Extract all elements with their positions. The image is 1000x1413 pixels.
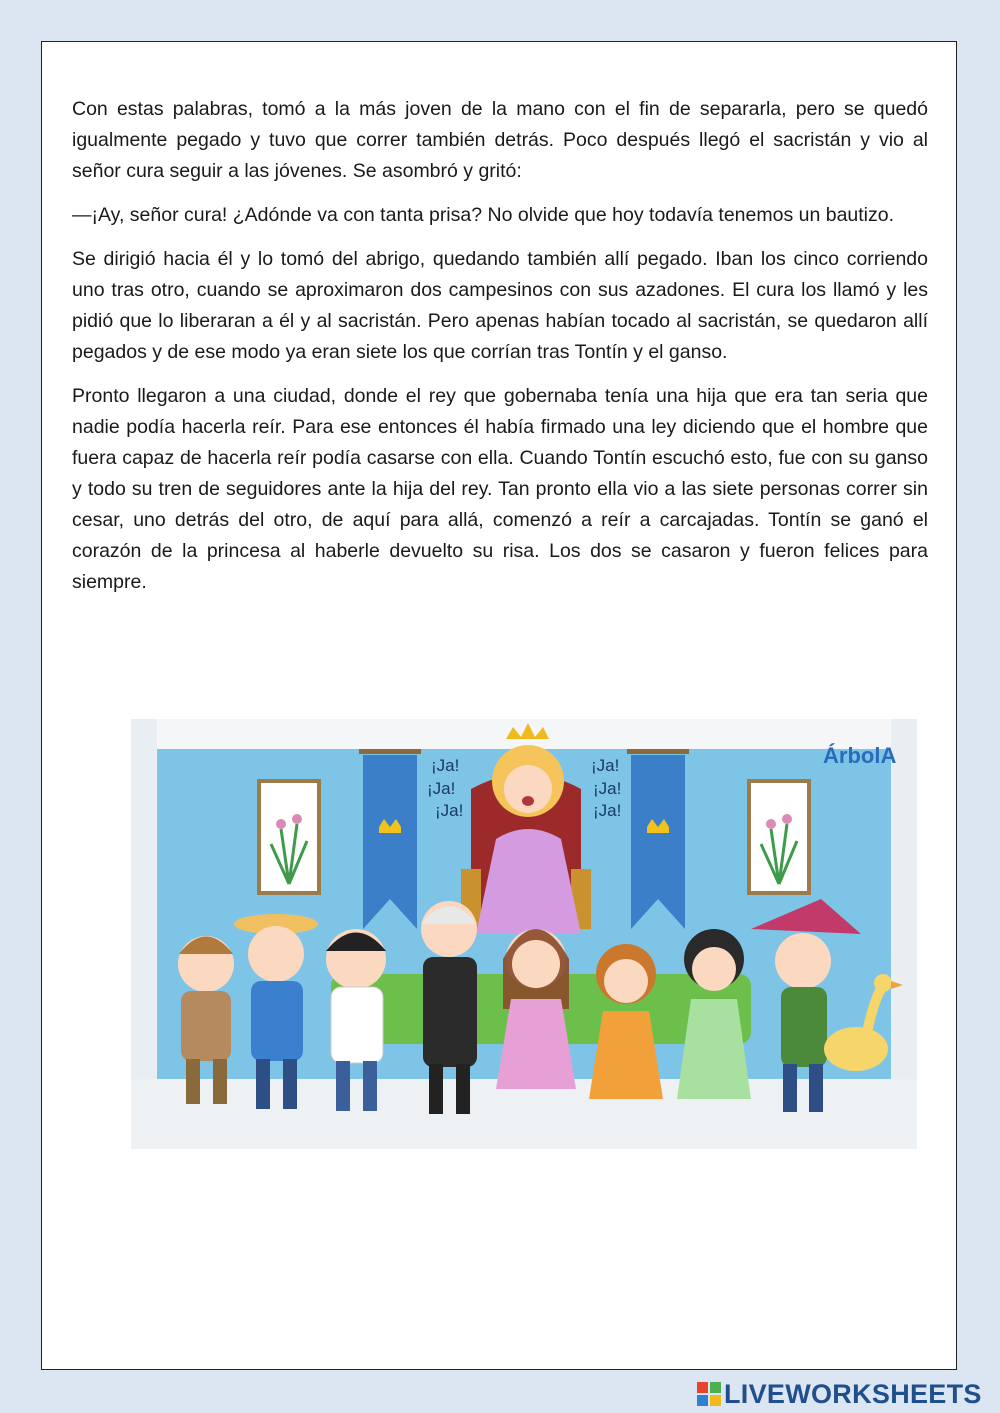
- story-text: [72, 94, 928, 611]
- laugh-left-1: ¡Ja!: [431, 756, 460, 775]
- laugh-right-3: ¡Ja!: [593, 801, 622, 820]
- laugh-right-2: ¡Ja!: [593, 779, 622, 798]
- paragraph-4: Pronto llegaron a una ciudad, donde el rey que gobernaba tenía una hija que era tan seria que nadie podía hacerla reír. Para ese entonces él había firmado una ley diciendo que el hombre que fuera capaz de hacerla reír podía casarse con ella. Cuando Tontín escuchó esto, fue con su ganso y todo su tren de seguidores ante la hija del rey. Tan pronto ella vio a las siete personas correr sin cesar, uno detrás del otro, de aquí para allá, comenzó a reír a carcajadas. Tontín se ganó el corazón de la princesa al haberle devuelto su risa. Los dos se casaron y fueron felices para siempre.: [72, 385, 928, 593]
- paragraph-1: Con estas palabras, tomó a la más joven de la mano con el fin de separarla, pero se quedó igualmente pegado y tuvo que correr también detrás. Poco después llegó el sacristán y vio al señor cura seguir a las jóvenes. Se asombró y gritó:: [72, 98, 928, 182]
- liveworksheets-footer[interactable]: [697, 1378, 993, 1410]
- laugh-left-2: ¡Ja!: [427, 779, 456, 798]
- paragraph-3: Se dirigió hacia él y lo tomó del abrigo, quedando también allí pegado. Iban los cinco corriendo uno tras otro, cuando se aproximaron dos campesinos con sus azadones. El cura los llamó y les pidió que lo liberaran a él y al sacristán. Pero apenas habían tocado al sacristán, se quedaron allí pegados y de ese modo ya eran siete los que corrían tras Tontín y el ganso.: [72, 248, 928, 363]
- story-illustration: [131, 719, 917, 1149]
- laugh-right-1: ¡Ja!: [591, 756, 620, 775]
- liveworksheets-logo-text: LIVEWORKSHEETS: [724, 1378, 982, 1409]
- liveworksheets-logo-icon: [697, 1382, 721, 1406]
- floor: [131, 1079, 917, 1149]
- laugh-left-3: ¡Ja!: [435, 801, 464, 820]
- worksheet-page: [41, 41, 957, 1370]
- brand-logo: ÁrbolA: [823, 743, 897, 768]
- left-frame-picture: [259, 781, 319, 893]
- right-frame-picture: [749, 781, 809, 893]
- paragraph-2: —¡Ay, señor cura! ¿Adónde va con tanta prisa? No olvide que hoy todavía tenemos un bautizo.: [72, 204, 895, 226]
- character-girl-1: [496, 929, 576, 1089]
